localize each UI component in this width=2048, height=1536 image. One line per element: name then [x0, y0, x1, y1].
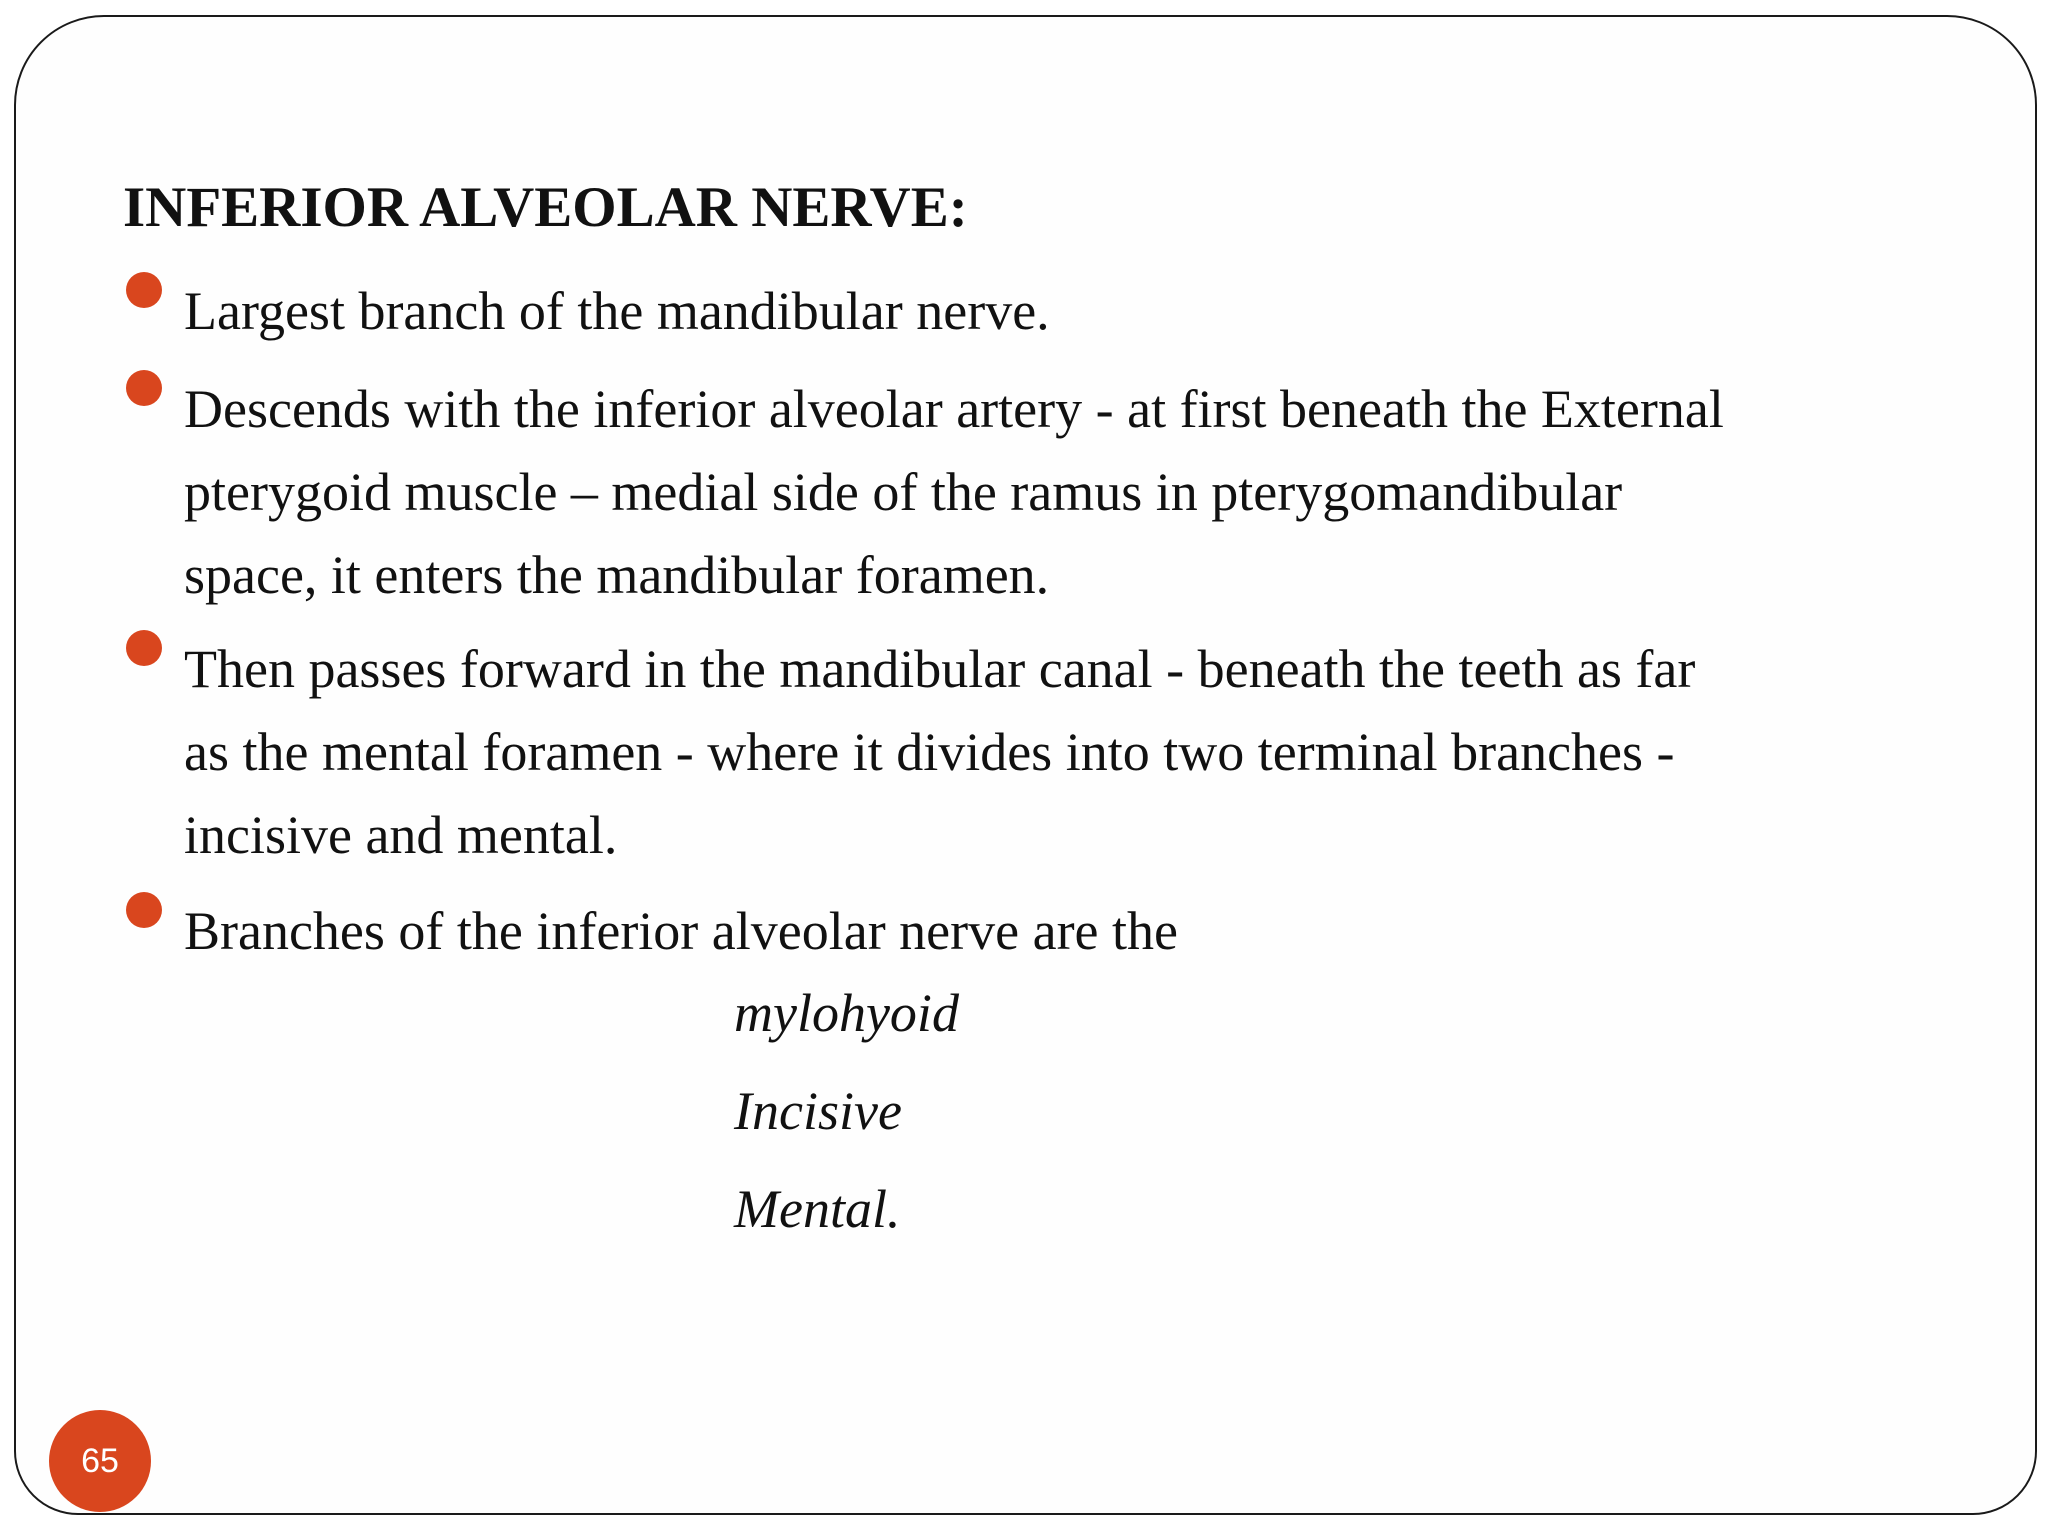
bullet-text-3 — [184, 628, 1695, 877]
bullet-2-line-1: Descends with the inferior alveolar artery - at first beneath the External — [184, 379, 1724, 439]
bullet-marker-2 — [126, 370, 162, 406]
branch-item-mylohyoid: mylohyoid — [734, 983, 959, 1043]
bullet-marker-4 — [126, 892, 162, 928]
branch-item-incisive: Incisive — [734, 1081, 902, 1141]
bullet-marker-1 — [126, 272, 162, 308]
bullet-text-4 — [184, 890, 1178, 973]
bullet-3-line-1: Then passes forward in the mandibular canal - beneath the teeth as far — [184, 639, 1696, 699]
bullet-text-1 — [184, 270, 1050, 353]
bullet-4-line-1: Branches of the inferior alveolar nerve are the — [184, 901, 1178, 961]
branch-item-mental: Mental. — [734, 1179, 901, 1239]
bullet-3-line-2: as the mental foramen - where it divides into two terminal branches - — [184, 722, 1675, 782]
bullet-text-2 — [184, 368, 1724, 617]
slide-frame — [14, 15, 2037, 1515]
bullet-2-line-3: space, it enters the mandibular foramen. — [184, 545, 1050, 605]
slide-title: INFERIOR ALVEOLAR NERVE: — [123, 176, 968, 239]
bullet-marker-3 — [126, 630, 162, 666]
bullet-1-line-1: Largest branch of the mandibular nerve. — [184, 281, 1050, 341]
bullet-2-line-2: pterygoid muscle – medial side of the ramus in pterygomandibular — [184, 462, 1623, 522]
slide-number-badge: 65 — [49, 1410, 151, 1512]
bullet-3-line-3: incisive and mental. — [184, 805, 618, 865]
